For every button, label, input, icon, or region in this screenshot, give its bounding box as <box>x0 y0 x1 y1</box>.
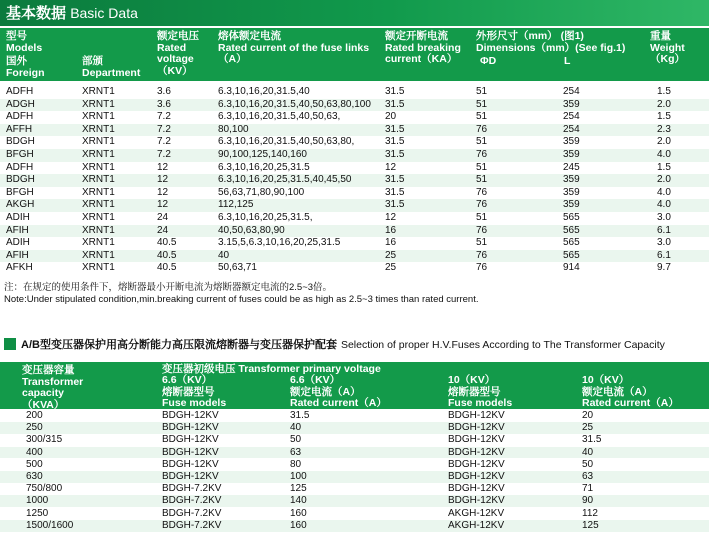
cell-c66: 40 <box>290 422 302 434</box>
cell-m66: BDGH-7.2KV <box>162 495 222 507</box>
cell-dept: XRNT1 <box>82 86 115 97</box>
header-dim-cn: 外形尺寸（mm） (图1) <box>476 30 584 42</box>
header-model-en: Models <box>6 41 43 54</box>
cell-foreign: BFGH <box>6 186 34 198</box>
header-breaking-en2: current（KA） <box>385 53 458 65</box>
cell-cap: 500 <box>26 458 43 470</box>
header-10-cur-kv: 10（KV） <box>582 374 630 386</box>
cell-dept: XRNT1 <box>82 249 115 261</box>
notes <box>4 282 478 305</box>
table-row <box>0 250 709 263</box>
cell-d: 51 <box>476 174 488 186</box>
header-66-current <box>290 375 387 410</box>
cell-voltage: 12 <box>157 161 169 173</box>
cell-m10: BDGH-12KV <box>448 446 505 458</box>
cell-d: 76 <box>476 262 488 274</box>
cell-voltage: 12 <box>157 199 169 211</box>
cell-c66: 140 <box>290 495 307 507</box>
cell-l: 914 <box>563 262 580 274</box>
cell-foreign: BDGH <box>6 136 35 148</box>
cell-c10: 20 <box>582 410 594 421</box>
cell-current: 6.3,10,16,20,25,31.5 <box>218 161 310 173</box>
table-row <box>0 483 709 495</box>
cell-l: 359 <box>563 186 580 198</box>
cell-m66: BDGH-12KV <box>162 446 219 458</box>
cell-dept: XRNT1 <box>82 111 115 123</box>
header-66-models <box>162 375 226 410</box>
cell-weight: 4.0 <box>657 199 671 211</box>
header-10-cur-en: Rated current（A） <box>582 397 679 409</box>
cell-m10: BDGH-12KV <box>448 422 505 434</box>
cell-weight: 6.1 <box>657 249 671 261</box>
table-row <box>0 111 709 124</box>
cell-weight: 2.3 <box>657 123 671 135</box>
cell-breaking: 25 <box>385 262 397 274</box>
cell-voltage: 40.5 <box>157 262 177 274</box>
table-row <box>0 495 709 507</box>
cell-m10: BDGH-12KV <box>448 410 505 421</box>
cell-m66: BDGH-12KV <box>162 458 219 470</box>
cell-foreign: BFGH <box>6 149 34 160</box>
header-voltage <box>157 31 199 77</box>
cell-weight: 9.7 <box>657 262 671 274</box>
header-current-unit: （A） <box>218 53 247 65</box>
page-title-en: Basic Data <box>70 5 138 21</box>
header-weight-en: Weight <box>650 41 685 54</box>
cell-cap: 1500/1600 <box>26 519 74 531</box>
cell-c66: 31.5 <box>290 410 310 421</box>
cell-foreign: ADFH <box>6 111 34 123</box>
cell-l: 565 <box>563 237 580 249</box>
basic-data-table-header <box>0 28 709 81</box>
cell-current: 80,100 <box>218 123 249 135</box>
cell-weight: 1.5 <box>657 86 671 97</box>
table-row <box>0 434 709 446</box>
header-model-cn: 型号 <box>6 30 27 42</box>
cell-d: 76 <box>476 186 488 198</box>
cell-foreign: AFIH <box>6 224 29 236</box>
cell-breaking: 20 <box>385 111 397 123</box>
cell-breaking: 31.5 <box>385 98 405 110</box>
cell-l: 254 <box>563 123 580 135</box>
cell-cap: 750/800 <box>26 483 63 495</box>
header-weight <box>650 31 685 66</box>
cell-d: 51 <box>476 86 488 97</box>
cell-m66: BDGH-7.2KV <box>162 519 222 531</box>
section2-title-en: Selection of proper H.V.Fuses According to The Transformer Capacity <box>340 339 665 351</box>
cell-foreign: ADFH <box>6 86 34 97</box>
cell-m66: BDGH-12KV <box>162 434 219 446</box>
table-row <box>0 447 709 459</box>
cell-m66: BDGH-7.2KV <box>162 483 222 495</box>
header-66-kv: 6.6（KV） <box>162 374 213 386</box>
header-dept-cn: 部颁 <box>82 55 103 67</box>
table-row <box>0 471 709 483</box>
cell-weight: 3.0 <box>657 212 671 223</box>
cell-foreign: AFFH <box>6 123 33 135</box>
cell-dept: XRNT1 <box>82 237 115 249</box>
cell-foreign: ADIH <box>6 237 30 249</box>
cell-current: 6.3,10,16,20,31.5,40 <box>218 86 310 97</box>
cell-voltage: 12 <box>157 186 169 198</box>
header-current-en: Rated current of the fuse links <box>218 41 370 54</box>
table-row <box>0 162 709 175</box>
header-capacity <box>22 365 83 411</box>
cell-foreign: ADGH <box>6 98 35 110</box>
table-row <box>0 99 709 112</box>
cell-c10: 112 <box>582 507 598 519</box>
cell-current: 6.3,10,16,20,31.5,40,50,63, <box>218 111 341 123</box>
cell-voltage: 7.2 <box>157 111 171 123</box>
cell-l: 359 <box>563 174 580 186</box>
cell-cap: 200 <box>26 410 43 421</box>
cell-voltage: 7.2 <box>157 149 171 160</box>
table-row <box>0 212 709 225</box>
cell-c10: 40 <box>582 446 594 458</box>
cell-c66: 160 <box>290 507 307 519</box>
section2-heading <box>4 336 704 354</box>
cell-d: 76 <box>476 123 488 135</box>
cell-weight: 1.5 <box>657 161 671 173</box>
cell-current: 50,63,71 <box>218 262 257 274</box>
cell-dept: XRNT1 <box>82 174 115 186</box>
cell-c66: 80 <box>290 458 302 470</box>
header-10-models-cn: 熔断器型号 <box>448 385 501 398</box>
cell-l: 245 <box>563 161 580 173</box>
table-row <box>0 124 709 137</box>
cell-c10: 63 <box>582 471 594 482</box>
cell-breaking: 12 <box>385 212 397 223</box>
header-dept-en: Department <box>82 66 141 79</box>
header-primary-voltage: 变压器初级电压 Transformer primary voltage <box>162 363 381 375</box>
table-row <box>0 174 709 187</box>
header-10-models-en: Fuse models <box>448 397 513 409</box>
cell-weight: 2.0 <box>657 174 671 186</box>
cell-m10: BDGH-12KV <box>448 434 505 446</box>
header-current <box>218 31 369 66</box>
header-department <box>82 56 140 79</box>
cell-c10: 25 <box>582 422 594 434</box>
cell-dept: XRNT1 <box>82 136 115 148</box>
header-voltage-en2: voltage <box>157 53 194 65</box>
header-66-cur-cn: 额定电流（A） <box>290 385 361 398</box>
cell-dept: XRNT1 <box>82 199 115 211</box>
cell-l: 359 <box>563 136 580 148</box>
cell-d: 51 <box>476 111 488 123</box>
header-10-models <box>448 375 512 410</box>
table-row <box>0 410 709 422</box>
cell-breaking: 31.5 <box>385 86 405 97</box>
header-foreign <box>6 56 45 79</box>
cell-voltage: 24 <box>157 224 169 236</box>
header-66-cur-en: Rated current（A） <box>290 397 387 409</box>
header-cap-cn: 变压器容量 <box>22 364 75 376</box>
cell-weight: 2.0 <box>657 136 671 148</box>
selection-table-header <box>0 362 709 409</box>
table-row <box>0 187 709 200</box>
cell-breaking: 31.5 <box>385 136 405 148</box>
header-cap-en1: Transformer <box>22 375 84 388</box>
cell-c10: 50 <box>582 458 594 470</box>
header-66-models-cn: 熔断器型号 <box>162 385 215 398</box>
cell-l: 565 <box>563 249 580 261</box>
cell-current: 6.3,10,16,20,31.5,40,50,63,80,100 <box>218 98 371 110</box>
cell-current: 112,125 <box>218 199 254 211</box>
table-row <box>0 508 709 520</box>
header-cap-unit: （KVA） <box>22 398 65 411</box>
cell-l: 254 <box>563 111 580 123</box>
note-cn: 注：在规定的使用条件下，熔断器最小开断电流为熔断器额定电流的2.5~3倍。 <box>4 282 333 293</box>
note-en: Note:Under stipulated condition,min.breaking current of fuses could be as high as 2.5~3 times than rated current. <box>4 293 479 305</box>
header-10-kv: 10（KV） <box>448 374 496 386</box>
header-66-cur-kv: 6.6（KV） <box>290 374 341 386</box>
cell-c10: 90 <box>582 495 594 507</box>
header-voltage-en1: Rated <box>157 41 187 54</box>
table-row <box>0 225 709 238</box>
cell-weight: 3.0 <box>657 237 671 249</box>
section2-title-cn: A/B型变压器保护用高分断能力高压限流熔断器与变压器保护配套 <box>21 339 337 351</box>
section-marker-icon <box>4 338 16 350</box>
cell-d: 51 <box>476 136 488 148</box>
cell-m10: BDGH-12KV <box>448 471 505 482</box>
table-row <box>0 136 709 149</box>
header-66-models-en: Fuse models <box>162 397 227 409</box>
cell-breaking: 12 <box>385 161 397 173</box>
cell-breaking: 16 <box>385 224 397 236</box>
cell-voltage: 3.6 <box>157 86 171 97</box>
cell-d: 51 <box>476 212 488 223</box>
cell-cap: 630 <box>26 471 43 482</box>
header-10-cur-cn: 额定电流（A） <box>582 385 653 398</box>
cell-cap: 1000 <box>26 495 49 507</box>
cell-breaking: 16 <box>385 237 397 249</box>
cell-foreign: AKGH <box>6 199 35 211</box>
header-10-current <box>582 375 679 410</box>
header-voltage-cn: 额定电压 <box>157 30 199 42</box>
header-cap-en2: capacity <box>22 387 65 399</box>
header-model <box>6 31 42 54</box>
cell-c66: 63 <box>290 446 302 458</box>
cell-m10: BDGH-12KV <box>448 483 505 495</box>
cell-current: 56,63,71,80,90,100 <box>218 186 305 198</box>
cell-weight: 6.1 <box>657 224 671 236</box>
table-row <box>0 237 709 250</box>
header-weight-cn: 重量 <box>650 30 671 42</box>
cell-current: 6.3,10,16,20,31.5,40,50,63,80, <box>218 136 355 148</box>
cell-d: 76 <box>476 249 488 261</box>
cell-m10: BDGH-12KV <box>448 495 505 507</box>
cell-breaking: 25 <box>385 249 397 261</box>
header-weight-unit: （Kg） <box>650 53 685 65</box>
cell-l: 359 <box>563 98 580 110</box>
cell-m66: BDGH-12KV <box>162 471 219 482</box>
page-title-cn: 基本数据 <box>6 5 67 22</box>
table-row <box>0 149 709 162</box>
cell-foreign: AFKH <box>6 262 33 274</box>
cell-current: 90,100,125,140,160 <box>218 149 307 160</box>
cell-weight: 4.0 <box>657 186 671 198</box>
header-dim-en: Dimensions（mm）(See fig.1) <box>476 41 626 54</box>
table-row <box>0 199 709 212</box>
cell-m66: BDGH-12KV <box>162 410 219 421</box>
cell-l: 565 <box>563 212 580 223</box>
header-voltage-unit: （KV） <box>157 64 193 77</box>
header-dimensions <box>476 31 625 54</box>
cell-foreign: ADIH <box>6 212 30 223</box>
cell-breaking: 31.5 <box>385 186 405 198</box>
cell-voltage: 7.2 <box>157 123 171 135</box>
cell-cap: 400 <box>26 446 43 458</box>
cell-breaking: 31.5 <box>385 149 405 160</box>
cell-current: 6.3,10,16,20,25,31.5,40,45,50 <box>218 174 352 186</box>
table-row <box>0 459 709 471</box>
cell-d: 76 <box>476 149 488 160</box>
cell-weight: 2.0 <box>657 98 671 110</box>
cell-dept: XRNT1 <box>82 149 115 160</box>
table-row <box>0 86 709 99</box>
cell-foreign: AFIH <box>6 249 29 261</box>
cell-cap: 1250 <box>26 507 49 519</box>
cell-breaking: 31.5 <box>385 123 405 135</box>
cell-c10: 31.5 <box>582 434 602 446</box>
cell-c66: 100 <box>290 471 307 482</box>
cell-m10: AKGH-12KV <box>448 519 505 531</box>
header-breaking-en1: Rated breaking <box>385 41 461 54</box>
cell-current: 3.15,5,6.3,10,16,20,25,31.5 <box>218 237 341 249</box>
cell-d: 76 <box>476 199 488 211</box>
cell-foreign: BDGH <box>6 174 35 186</box>
cell-cap: 250 <box>26 422 43 434</box>
header-dim-d: ΦD <box>480 55 497 67</box>
cell-c66: 125 <box>290 483 307 495</box>
cell-d: 51 <box>476 161 488 173</box>
cell-m66: BDGH-12KV <box>162 422 219 434</box>
cell-current: 6.3,10,16,20,25,31.5, <box>218 212 313 223</box>
cell-d: 76 <box>476 224 488 236</box>
cell-dept: XRNT1 <box>82 224 115 236</box>
header-breaking-cn: 额定开断电流 <box>385 30 448 42</box>
cell-voltage: 40.5 <box>157 237 177 249</box>
cell-voltage: 40.5 <box>157 249 177 261</box>
cell-c10: 71 <box>582 483 594 495</box>
cell-voltage: 24 <box>157 212 169 223</box>
header-breaking <box>385 31 461 66</box>
cell-l: 359 <box>563 199 580 211</box>
cell-weight: 4.0 <box>657 149 671 160</box>
cell-dept: XRNT1 <box>82 262 115 274</box>
cell-voltage: 7.2 <box>157 136 171 148</box>
cell-d: 51 <box>476 237 488 249</box>
cell-dept: XRNT1 <box>82 123 115 135</box>
header-foreign-en: Foreign <box>6 66 45 79</box>
table-row <box>0 520 709 532</box>
cell-breaking: 31.5 <box>385 199 405 211</box>
cell-dept: XRNT1 <box>82 98 115 110</box>
cell-voltage: 12 <box>157 174 169 186</box>
cell-m10: BDGH-12KV <box>448 458 505 470</box>
cell-breaking: 31.5 <box>385 174 405 186</box>
cell-voltage: 3.6 <box>157 98 171 110</box>
cell-current: 40,50,63,80,90 <box>218 224 285 236</box>
header-current-cn: 熔体额定电流 <box>218 30 281 42</box>
cell-dept: XRNT1 <box>82 186 115 198</box>
cell-m10: AKGH-12KV <box>448 507 505 519</box>
table-row <box>0 262 709 275</box>
page-title <box>0 0 709 26</box>
header-foreign-cn: 国外 <box>6 55 27 67</box>
table-row <box>0 422 709 434</box>
cell-weight: 1.5 <box>657 111 671 123</box>
cell-cap: 300/315 <box>26 434 63 446</box>
cell-current: 40 <box>218 249 230 261</box>
cell-c66: 160 <box>290 519 307 531</box>
header-dim-l: L <box>564 55 571 67</box>
cell-dept: XRNT1 <box>82 161 115 173</box>
cell-l: 359 <box>563 149 580 160</box>
cell-m66: BDGH-7.2KV <box>162 507 222 519</box>
cell-d: 51 <box>476 98 488 110</box>
cell-l: 254 <box>563 86 580 97</box>
cell-c66: 50 <box>290 434 302 446</box>
cell-dept: XRNT1 <box>82 212 115 223</box>
cell-foreign: ADFH <box>6 161 34 173</box>
cell-c10: 125 <box>582 519 599 531</box>
cell-l: 565 <box>563 224 580 236</box>
